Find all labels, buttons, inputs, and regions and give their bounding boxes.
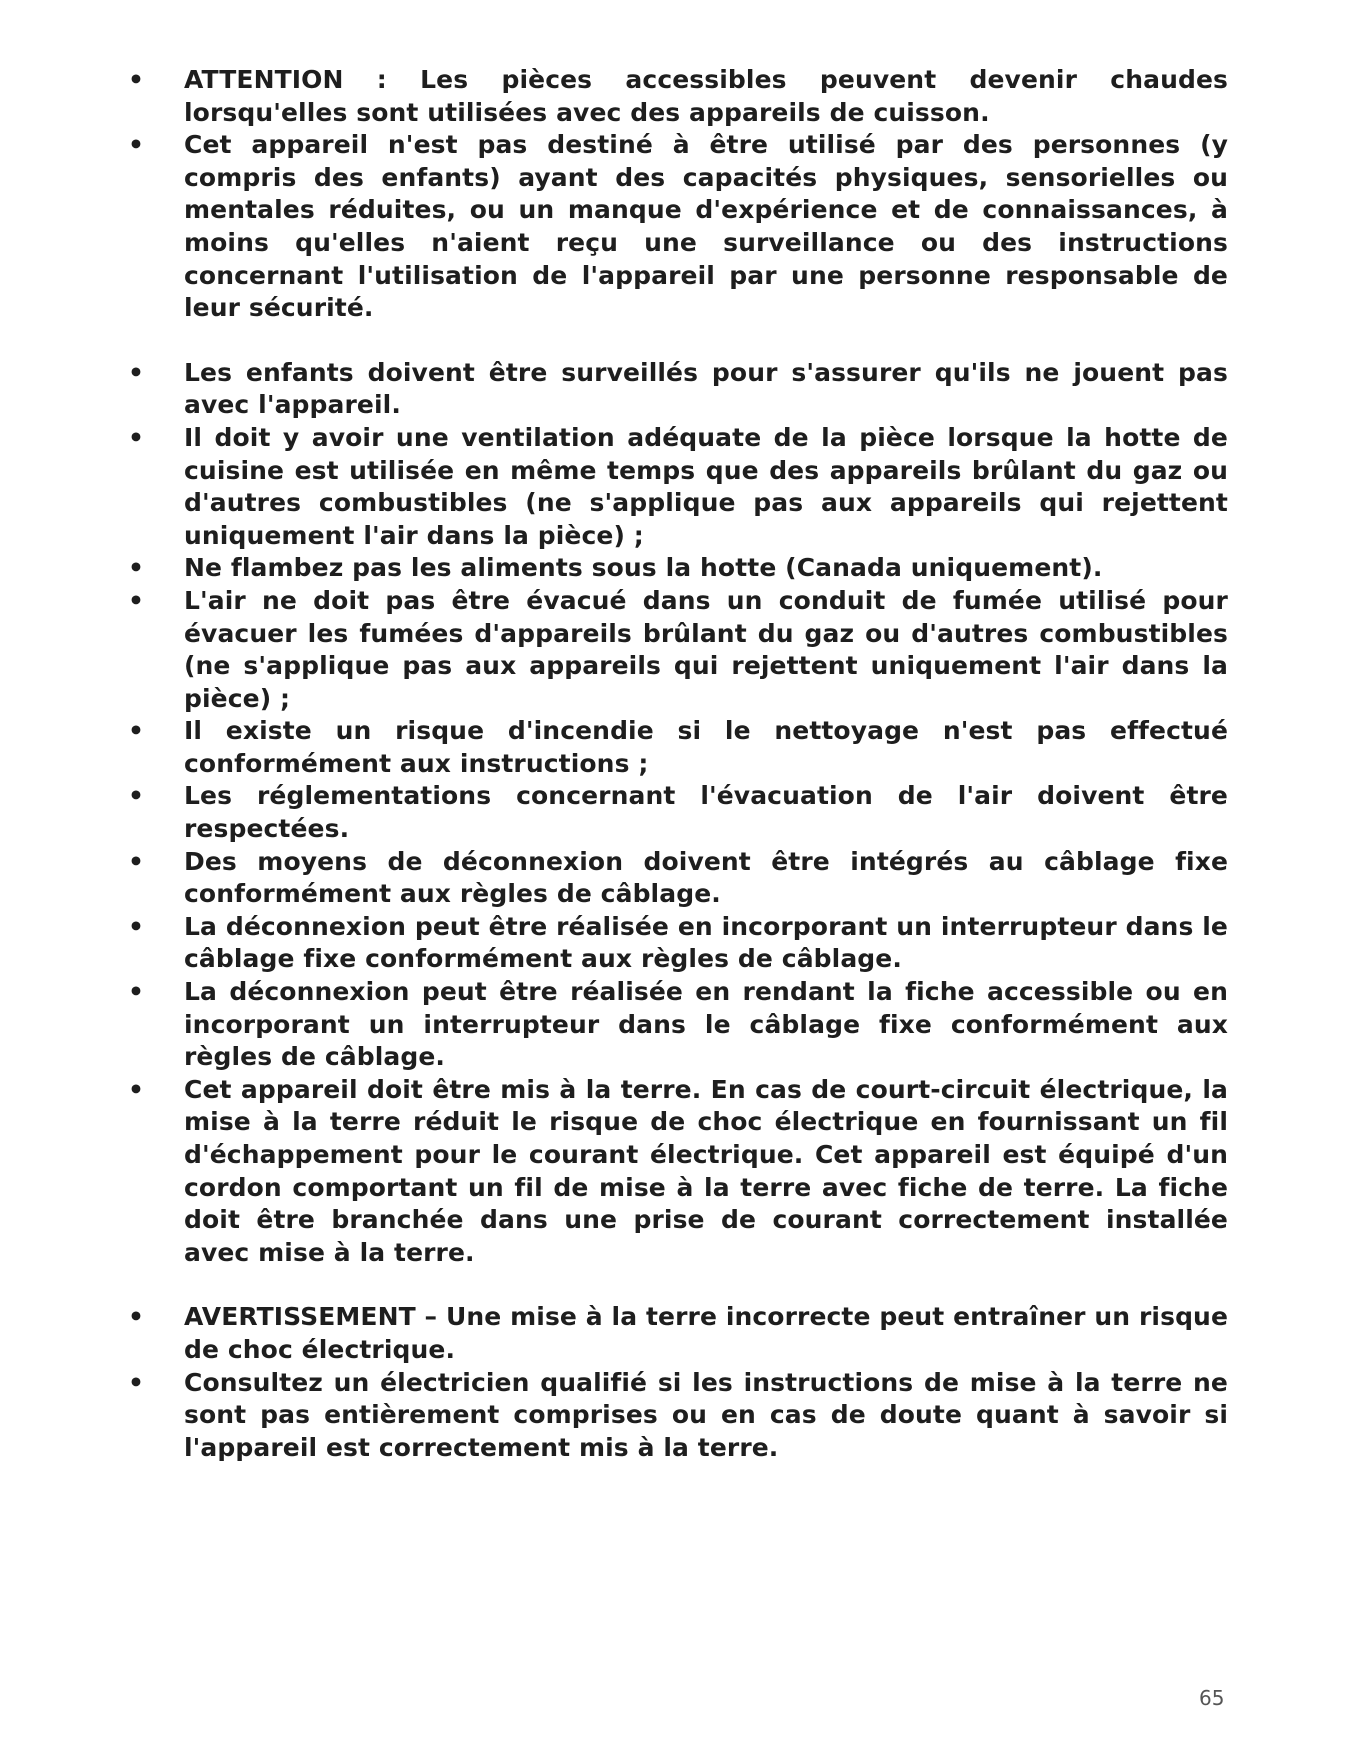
bullet-marker: • bbox=[128, 911, 145, 941]
list-item bbox=[128, 911, 1228, 976]
list-item bbox=[128, 129, 1228, 325]
bullet-marker: • bbox=[128, 1074, 145, 1104]
bullet-marker: • bbox=[128, 357, 145, 387]
list-item bbox=[128, 64, 1228, 129]
list-item-text: La déconnexion peut être réalisée en rendant la fiche accessible ou en incorporant un interrupteur dans le câblage fixe conformément aux règles de câblage. bbox=[184, 977, 1228, 1072]
list-item bbox=[128, 552, 1228, 585]
list-item-text: Il doit y avoir une ventilation adéquate de la pièce lorsque la hotte de cuisine est utilisée en même temps que des appareils brûlant du gaz ou d'autres combustibles (ne s'applique pas aux appareils qui rejettent uniquement l'air dans la pièce) ; bbox=[184, 422, 1228, 550]
list-item-text: Les réglementations concernant l'évacuation de l'air doivent être respectées. bbox=[184, 781, 1228, 844]
list-item bbox=[128, 846, 1228, 911]
list-item-text: L'air ne doit pas être évacué dans un conduit de fumée utilisé pour évacuer les fumées d'appareils brûlant du gaz ou d'autres combustibles (ne s'applique pas aux appareils qui rejettent uniquement l'air dans la pièce) ; bbox=[184, 585, 1228, 713]
list-item bbox=[128, 422, 1228, 552]
list-item-text: Ne flambez pas les aliments sous la hotte (Canada uniquement). bbox=[184, 553, 1103, 583]
list-item bbox=[128, 585, 1228, 715]
list-item bbox=[128, 976, 1228, 1074]
list-item-text: La déconnexion peut être réalisée en incorporant un interrupteur dans le câblage fixe conformément aux règles de câblage. bbox=[184, 911, 1228, 974]
list-item-text: Consultez un électricien qualifié si les instructions de mise à la terre ne sont pas entièrement comprises ou en cas de doute quant à savoir si l'appareil est correctement mis à la terre. bbox=[184, 1367, 1228, 1462]
list-item bbox=[128, 780, 1228, 845]
list-item-text: Des moyens de déconnexion doivent être intégrés au câblage fixe conformément aux règles de câblage. bbox=[184, 846, 1228, 909]
list-item-text: Cet appareil doit être mis à la terre. En cas de court-circuit électrique, la mise à la terre réduit le risque de choc électrique en fournissant un fil d'échappement pour le courant électrique. Cet appareil est équipé d'un cordon comportant un fil de mise à la terre avec fiche de terre. La fiche doit être branchée dans une prise de courant correctement installée avec mise à la terre. bbox=[184, 1074, 1228, 1267]
bullet-marker: • bbox=[128, 553, 145, 583]
safety-instructions bbox=[128, 64, 1228, 1464]
bullet-marker: • bbox=[128, 716, 145, 746]
list-item bbox=[128, 1074, 1228, 1270]
list-item-text: AVERTISSEMENT – Une mise à la terre incorrecte peut entraîner un risque de choc électrique. bbox=[184, 1302, 1229, 1364]
bullet-marker: • bbox=[128, 977, 145, 1007]
list-item-text: Cet appareil n'est pas destiné à être utilisé par des personnes (y compris des enfants) ayant des capacités physiques, sensorielles ou mentales réduites, ou un manque d'expérience et de connaissances, à moins qu'elles n'aient reçu une surveillance ou des instructions concernant l'utilisation de l'appareil par une personne responsable de leur sécurité. bbox=[184, 130, 1228, 323]
list-item-text: ATTENTION : Les pièces accessibles peuvent devenir chaudes lorsqu'elles sont utilisées avec des appareils de cuisson. bbox=[184, 65, 1228, 127]
bullet-marker: • bbox=[128, 781, 145, 811]
bullet-marker: • bbox=[128, 585, 145, 615]
bullet-marker: • bbox=[128, 422, 145, 452]
bullet-marker: • bbox=[128, 65, 145, 94]
list-item bbox=[128, 1367, 1228, 1465]
list-item-text: Les enfants doivent être surveillés pour s'assurer qu'ils ne jouent pas avec l'appareil. bbox=[184, 357, 1228, 420]
page-number: 65 bbox=[1199, 1686, 1225, 1710]
bullet-marker: • bbox=[128, 1302, 145, 1332]
bullet-marker: • bbox=[128, 130, 145, 160]
list-item bbox=[128, 1301, 1228, 1366]
bullet-marker: • bbox=[128, 846, 145, 876]
list-item-text: Il existe un risque d'incendie si le nettoyage n'est pas effectué conformément aux instructions ; bbox=[184, 716, 1228, 778]
bullet-marker: • bbox=[128, 1367, 145, 1397]
list-item bbox=[128, 715, 1228, 780]
bullet-list bbox=[128, 64, 1228, 1464]
list-item bbox=[128, 357, 1228, 422]
